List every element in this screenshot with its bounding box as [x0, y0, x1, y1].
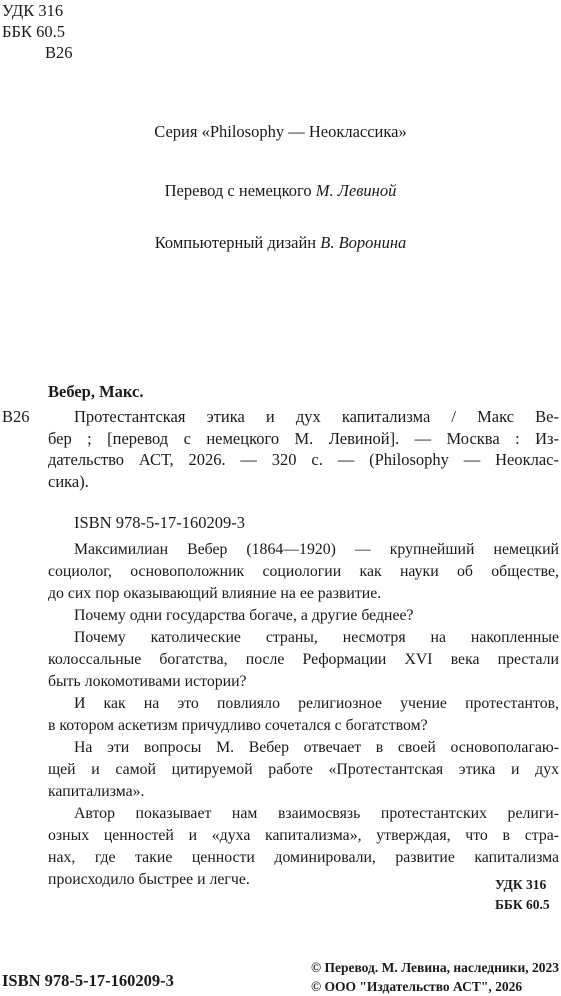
- description-line: бер ; [перевод с немецкого М. Левиной]. — Москва : Из-: [48, 428, 559, 448]
- series-line: Серия «Philosophy — Неоклассика»: [154, 122, 407, 141]
- annotation-line: озных ценностей и «духа капитализма», утверждая, что в стра-: [48, 827, 559, 844]
- description-line: сика).: [48, 471, 89, 491]
- annotation-line: Автор показывает нам взаимосвязь протестантских религи-: [74, 805, 559, 822]
- annotation-line: капитализма».: [48, 783, 145, 800]
- classification-codes-top: [2, 0, 73, 63]
- annotation-line: Почему одни государства богаче, а другие беднее?: [74, 607, 414, 624]
- annotation-line: На эти вопросы М. Вебер отвечает в своей основополагаю-: [74, 739, 559, 756]
- design-credit: [0, 232, 561, 254]
- annotation-line: происходило быстрее и легче.: [48, 871, 250, 888]
- isbn-record: ISBN 978-5-17-160209-3: [74, 513, 245, 532]
- annotation-line: колоссальные богатства, после Реформации XVI века престали: [48, 651, 559, 668]
- copyright-block: [311, 958, 559, 996]
- copyright-translation: © Перевод. М. Левина, наследники, 2023: [311, 960, 559, 975]
- annotation: [48, 539, 559, 891]
- description-line: дательство АСТ, 2026. — 320 с. — (Philosophy — Неоклас-: [48, 450, 559, 469]
- translator-name: М. Левиной: [315, 181, 397, 200]
- design-prefix: Компьютерный дизайн: [154, 233, 321, 252]
- annotation-line: Максимилиан Вебер (1864—1920) — крупнейший немецкий: [74, 541, 559, 558]
- bibliographic-description: [48, 406, 559, 492]
- designer-name: В. Воронина: [320, 233, 407, 252]
- annotation-line: социолог, основоположник социологии как науки об обществе,: [48, 563, 559, 580]
- annotation-line: И как на это повлияло религиозное учение протестантов,: [74, 695, 559, 712]
- translation-credit: [0, 180, 561, 202]
- author-mark-left: В26: [2, 407, 30, 426]
- udk-code-bottom: УДК 316: [495, 877, 547, 892]
- author-heading: Вебер, Макс.: [48, 382, 144, 401]
- translation-prefix: Перевод с немецкого: [164, 181, 316, 200]
- annotation-line: в котором аскетизм причудливо сочетался с богатством?: [48, 717, 428, 734]
- annotation-line: щей и самой цитируемой работе «Протестантская этика и дух: [48, 761, 559, 778]
- author-mark: В26: [45, 43, 73, 62]
- description-line: Протестантская этика и дух капитализма / Макс Ве-: [74, 407, 559, 426]
- bbk-code: ББК 60.5: [2, 22, 65, 41]
- annotation-line: нах, где такие ценности доминировали, развитие капитализма: [48, 849, 559, 866]
- annotation-line: Почему католические страны, несмотря на накопленные: [74, 629, 559, 646]
- classification-codes-bottom: [495, 875, 557, 915]
- annotation-line: быть локомотивами истории?: [48, 673, 247, 690]
- copyright-publisher: © ООО "Издательство АСТ", 2026: [311, 979, 523, 994]
- udk-code: УДК 316: [2, 1, 64, 20]
- bbk-code-bottom: ББК 60.5: [495, 897, 550, 912]
- annotation-line: до сих пор оказывающий влияние на ее развитие.: [48, 585, 382, 602]
- isbn-footer: ISBN 978-5-17-160209-3: [2, 971, 174, 990]
